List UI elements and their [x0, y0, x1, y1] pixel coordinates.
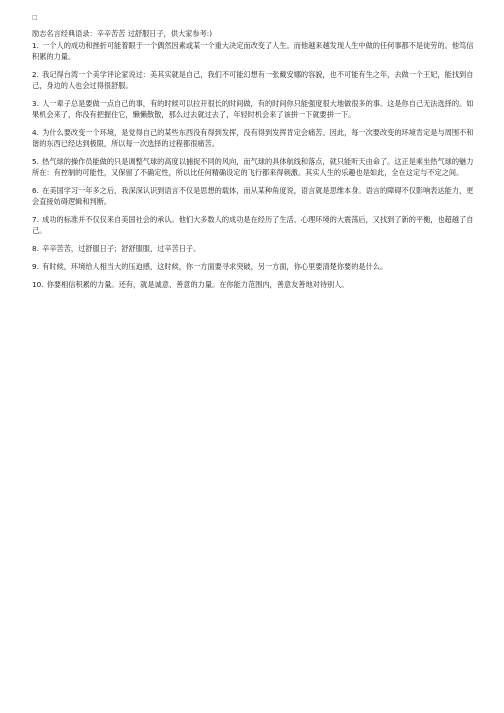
- list-item-4: [32, 127, 478, 149]
- item-text: 在美国学习一年多之后，我深深认识到语言不仅是思想的载体，而从某种角度说，语言就是思维本身。语言的障碍不仅影响表达能力，更会直接妨碍逻辑和判断。: [32, 186, 474, 206]
- item-number: 10.: [32, 280, 44, 289]
- item-text: 热气球的操作员能做的只是调整气球的高度以捕捉不同的风向，而气球的具体航线和落点，就只能听天由命了。这正是乘坐热气球的魅力所在：有控制的可能性，又保留了不确定性，所以比任何精确设定的飞行都来得刺激。其实人生的乐趣也是如此，全在这定与不定之间。: [32, 157, 474, 177]
- item-number: 4.: [32, 128, 39, 137]
- corner-mark: □: [32, 14, 38, 21]
- item-text: 一个人的成功和挫折可能着眼于一个偶然因素或某一个重大决定而改变了人生。而他越来越发现人生中做的任何事都不是徒劳的。他笃信积累的力量。: [32, 41, 474, 61]
- item-number: 2.: [32, 70, 39, 79]
- item-text: 成功的标准并不仅仅来自美国社会的承认。他们大多数人的成功是在经历了生活、心理环境的大震荡后，又找到了新的平衡，也超越了自己。: [32, 215, 474, 235]
- list-item-9: [32, 261, 478, 272]
- list-item-2: [32, 69, 478, 91]
- item-number: 6.: [32, 186, 39, 195]
- list-item-7: [32, 214, 478, 236]
- item-number: 8.: [32, 244, 39, 253]
- item-text: 为什么要改变一个环境，是觉得自己的某些东西没有得到发挥，没有得到发挥肯定会痛苦。因此，每一次要改变的环境肯定是与周围不和谐的东西已经达到极限，所以每一次选择的过程都很痛苦。: [32, 128, 474, 148]
- list-item-10: [32, 279, 478, 290]
- item-text: 有时候，环境给人相当大的压迫感，这时候，你一方面要寻求突破，另一方面，你心里要清楚你要的是什么。: [42, 262, 388, 271]
- item-number: 7.: [32, 215, 39, 224]
- list-item-6: [32, 185, 478, 207]
- list-item-8: [32, 243, 478, 254]
- item-number: 3.: [32, 99, 39, 108]
- item-text: 人一辈子总是要做一点自己的事，有的时候可以拉开很长的时间做，有的时间你只能强度很大地做很多的事。这是你自己无法选择的。如果机会来了，你没有把握住它，懒懒散散，那么过去就过去了，年轻时机会来了该拼一下就要拼一下。: [32, 99, 474, 119]
- list-item-5: [32, 156, 478, 178]
- item-number: 9.: [32, 262, 39, 271]
- item-number: 1.: [32, 41, 39, 50]
- list-item-3: [32, 98, 478, 120]
- document-body: [32, 28, 478, 297]
- item-text: 我记得台湾一个美学评论家说过：美其实就是自己，我们不可能幻想有一张戴安娜的容貌，也不可能有生之年，去做一个王妃，能找到自己，身边的人也会过得很舒服。: [32, 70, 474, 90]
- list-item-1: [32, 40, 478, 62]
- item-text: 你要相信积累的力量。还有，就是诚意、善意的力量。在你能力范围内，善意友善地对待别人。: [46, 280, 349, 289]
- item-number: 5.: [32, 157, 39, 166]
- item-text: 辛辛苦苦，过舒服日子；舒舒服服，过辛苦日子。: [42, 244, 201, 253]
- intro-line: 励志名言经典语录：辛辛苦苦 过舒服日子，供大家参考:): [32, 29, 213, 38]
